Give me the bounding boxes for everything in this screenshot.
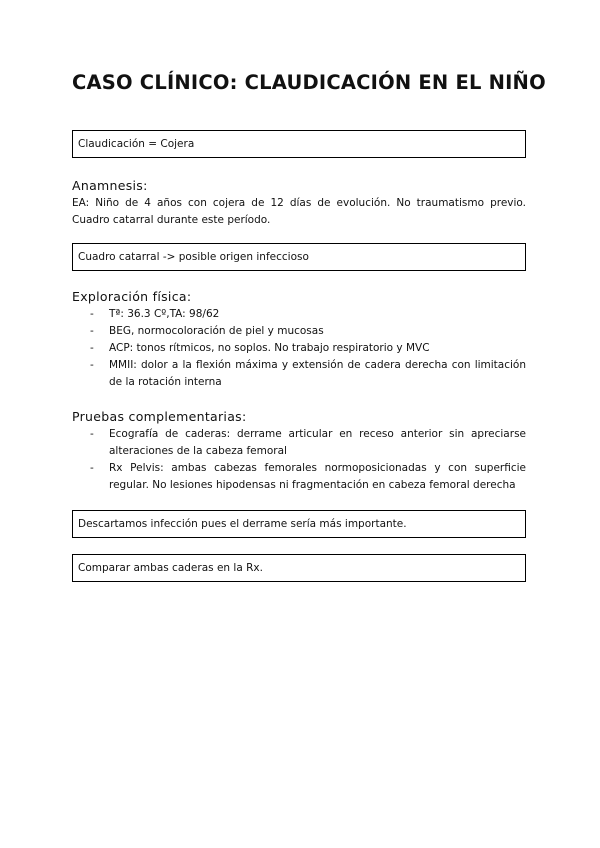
pruebas-list: [72, 426, 526, 494]
list-item-text: Rx Pelvis: ambas cabezas femorales normoposicionadas y con superficie regular. No lesiones hipodensas ni fragmentación en cabeza femoral derecha: [109, 462, 526, 491]
list-item-text: Tª: 36.3 Cº,TA: 98/62: [109, 308, 220, 320]
list-item: [72, 323, 526, 340]
list-item: [72, 340, 526, 357]
list-item-text: Ecografía de caderas: derrame articular en receso anterior sin apreciarse alteraciones de la cabeza femoral: [109, 428, 526, 457]
bullet-dash: -: [90, 462, 94, 474]
bullet-dash: -: [90, 428, 94, 440]
exploracion-section: [72, 289, 526, 391]
list-item: [72, 426, 526, 460]
list-item-text: BEG, normocoloración de piel y mucosas: [109, 325, 324, 337]
list-item: [72, 357, 526, 391]
bullet-dash: -: [90, 342, 94, 354]
pruebas-section: [72, 409, 526, 494]
infeccion-text: Descartamos infección pues el derrame sería más importante.: [78, 518, 407, 530]
pruebas-heading: Pruebas complementarias:: [72, 409, 247, 424]
exploracion-heading: Exploración física:: [72, 289, 192, 304]
comparar-box: [72, 554, 526, 582]
exploracion-list: [72, 306, 526, 391]
anamnesis-section: [72, 178, 526, 229]
comparar-text: Comparar ambas caderas en la Rx.: [78, 562, 263, 574]
catarral-box: [72, 243, 526, 271]
list-item: [72, 460, 526, 494]
document-page: [72, 70, 546, 582]
catarral-text: Cuadro catarral -> posible origen infeccioso: [78, 251, 309, 263]
list-item-text: MMII: dolor a la flexión máxima y extensión de cadera derecha con limitación de la rotación interna: [109, 359, 526, 388]
infeccion-box: [72, 510, 526, 538]
bullet-dash: -: [90, 359, 94, 371]
list-item: [72, 306, 526, 323]
bullet-dash: -: [90, 308, 94, 320]
anamnesis-text: EA: Niño de 4 años con cojera de 12 días de evolución. No traumatismo previo. Cuadro catarral durante este período.: [72, 197, 526, 226]
definition-text: Claudicación = Cojera: [78, 138, 195, 150]
page-title: CASO CLÍNICO: CLAUDICACIÓN EN EL NIÑO: [72, 71, 546, 94]
definition-box: [72, 130, 526, 158]
list-item-text: ACP: tonos rítmicos, no soplos. No trabajo respiratorio y MVC: [109, 342, 430, 354]
anamnesis-heading: Anamnesis:: [72, 178, 148, 193]
bullet-dash: -: [90, 325, 94, 337]
